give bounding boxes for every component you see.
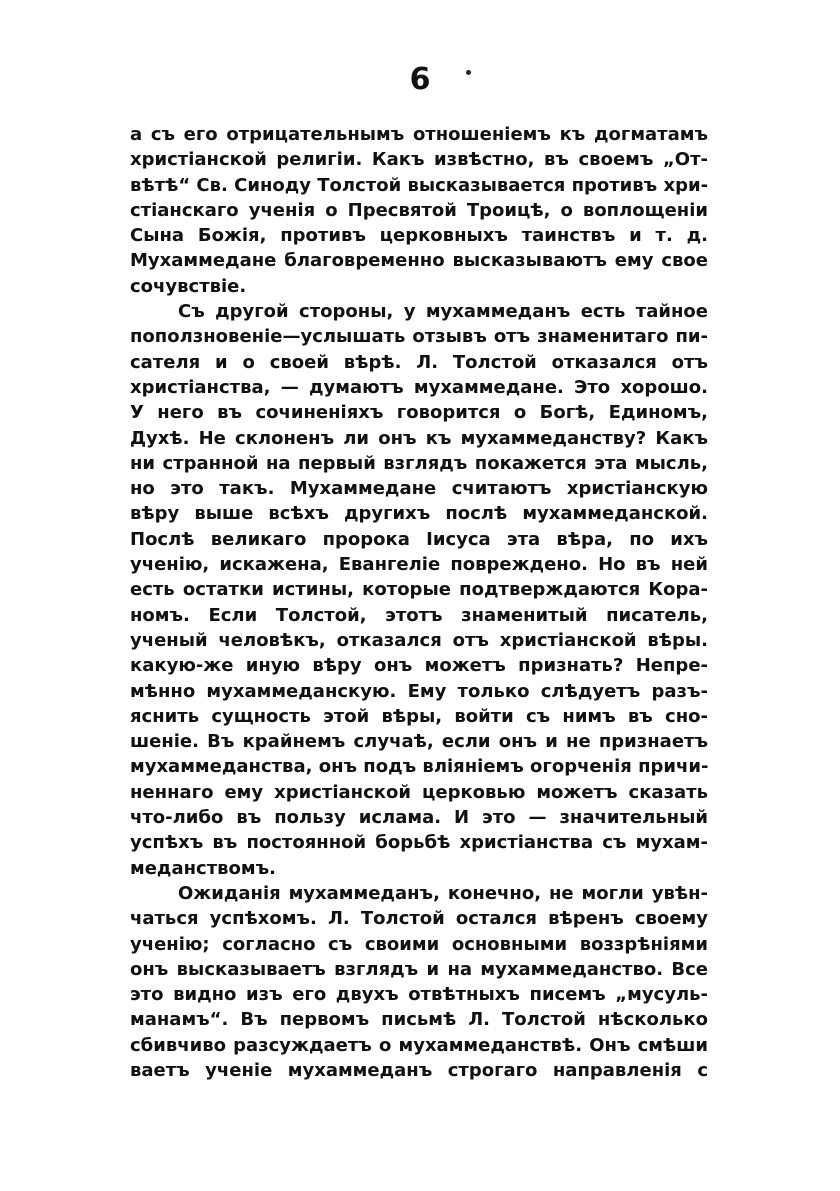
text-line: поползновенiе—услышать отзывъ отъ знаменитаго пи- (130, 326, 708, 348)
text-line: это видно изъ его двухъ отвѣтныхъ писемъ „мусуль- (130, 984, 708, 1006)
text-line: Сына Божiя, противъ церковныхъ таинствъ и т. д. (130, 225, 708, 247)
text-line: а съ его отрицательнымъ отношенiемъ къ догматамъ (130, 124, 708, 145)
text-line: сателя и о своей вѣрѣ. Л. Толстой отказался отъ (130, 351, 708, 373)
text-line: христiанской религiи. Какъ извѣстно, въ своемъ „От- (130, 149, 708, 171)
text-line: вѣтѣ“ Св. Синоду Толстой высказывается противъ хри- (130, 174, 709, 196)
text-line: стiанскаго ученiя о Пресвятой Троицѣ, о воплощенiи (130, 199, 708, 221)
text-line: но это такъ. Мухаммедане считаютъ христiанскую (130, 478, 708, 500)
text-line: яснить сущность этой вѣры, войти съ нимъ въ сно- (130, 705, 708, 727)
text-line: номъ. Если Толстой, этотъ знаменитый писатель, (130, 604, 708, 626)
text-line: какую-же иную вѣру онъ можетъ признать? Непре- (130, 655, 708, 677)
text-line: манамъ“. Въ первомъ письмѣ Л. Толстой нѣсколько (130, 1009, 708, 1031)
text-line: есть остатки истины, которые подтверждаются Кора- (130, 579, 708, 601)
paragraph-end-line: сочувствiе. (130, 275, 247, 297)
text-line: ученiю, искажена, Евангелiе повреждено. Но въ ней (130, 554, 708, 576)
text-line: Духѣ. Не склоненъ ли онъ къ мухаммеданству? Какъ (130, 427, 708, 449)
text-line: ученый человѣкъ, отказался отъ христiанской вѣры. (130, 629, 708, 651)
text-line: ваетъ ученiе мухаммеданъ строгаго направленiя с (130, 1059, 708, 1081)
text-line: мѣнно мухаммеданскую. Ему только слѣдуетъ разъ- (130, 680, 708, 702)
text-line: вѣру выше всѣхъ другихъ послѣ мухаммеданской. (130, 503, 708, 525)
paragraph-end-line: меданствомъ. (130, 857, 276, 879)
paragraph-start-line: Ожиданiя мухаммеданъ, конечно, не могли увѣн- (178, 882, 708, 904)
text-line: Послѣ великаго пророка Iисуса эта вѣра, по ихъ (130, 528, 708, 550)
text-line: христiанства, — думаютъ мухаммедане. Это хорошо. (130, 376, 708, 398)
print-speck (466, 70, 471, 75)
text-line: мухаммеданства, онъ подъ влiянiемъ огорченiя причи- (130, 756, 709, 778)
text-line: сбивчиво разсуждаетъ о мухаммеданствѣ. Онъ смѣши (130, 1034, 708, 1056)
text-line: неннаго ему христiанской церковью можетъ сказать (130, 781, 708, 803)
body-text (130, 122, 708, 1083)
text-line: онъ высказываетъ взглядъ и на мухаммеданство. Все (130, 958, 708, 980)
text-line: успѣхъ въ постоянной борьбѣ христiанства съ мухам- (130, 832, 708, 854)
text-line: У него въ сочиненiяхъ говорится о Богѣ, Единомъ, (130, 402, 708, 424)
text-line: чаться успѣхомъ. Л. Толстой остался вѣренъ своему (130, 908, 708, 930)
text-line: что-либо въ пользу ислама. И это — значительный (130, 807, 708, 829)
text-line: Мухаммедане благовременно высказываютъ ему свое (130, 250, 708, 272)
text-line: ученiю; согласно съ своими основными воззрѣнiями (130, 933, 708, 955)
text-line: ни странной на первый взглядъ покажется эта мысль, (130, 452, 708, 474)
text-line: шенiе. Въ крайнемъ случаѣ, если онъ и не признаетъ (130, 731, 708, 753)
paragraph-start-line: Съ другой стороны, у мухаммеданъ есть тайное (178, 301, 708, 323)
page-number: 6 (409, 62, 431, 97)
